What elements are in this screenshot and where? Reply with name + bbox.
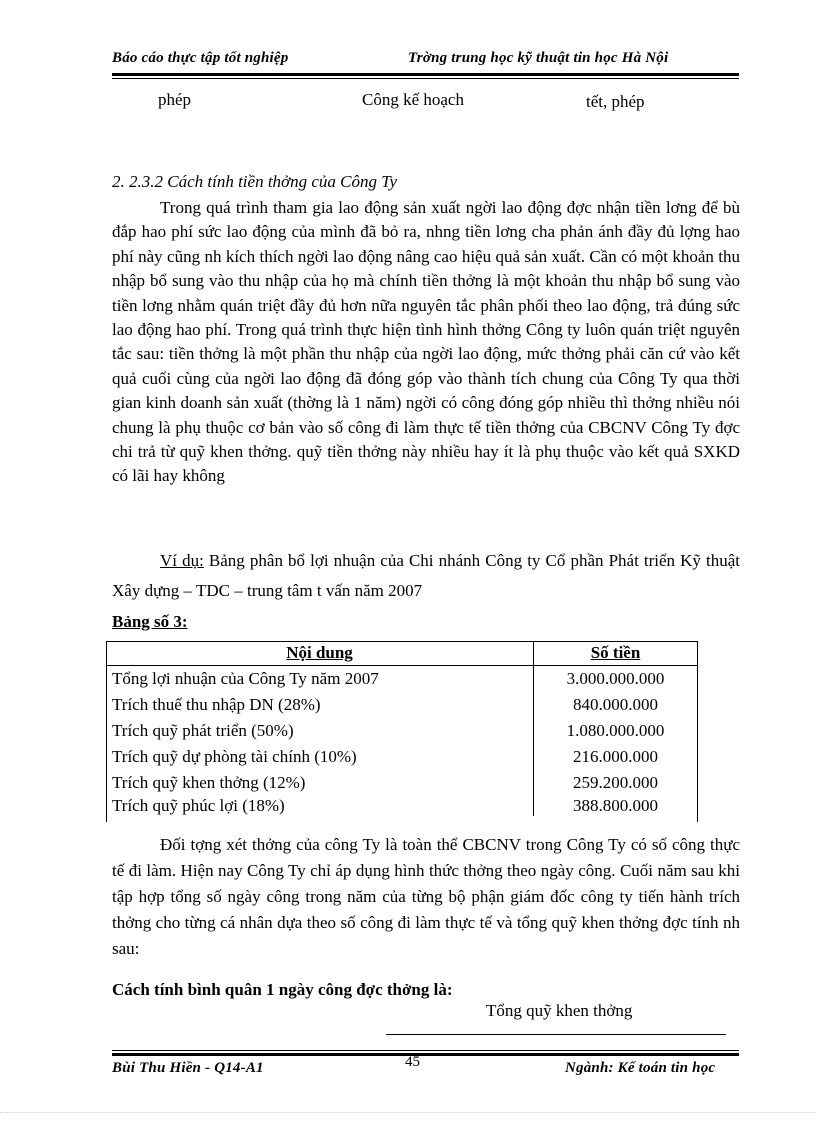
table-row [106, 666, 697, 693]
paragraph-bonus-recipients-text: Đối tợng xét thởng của công Ty là toàn thể CBCNV trong Công Ty có số công thực tế đi làm. Hiện nay Công Ty chỉ áp dụng hình thức thởng theo ngày công. Cuối năm sau khi tập hợp tổng số ngày công trong năm của từng bộ phận giám đốc công ty tiến hành trích thởng cho từng cá nhân dựa theo số công đi làm thực tế và tổng quỹ khen thởng đợc tính nh sau: [112, 835, 740, 958]
table-label: Bảng số 3: [112, 612, 188, 631]
table-cell-item: Trích quỹ phát triển (50%) [106, 718, 534, 744]
header-rule-thin [112, 78, 739, 79]
table-cell-amount: 3.000.000.000 [566, 669, 665, 688]
fragment-col1: phép [158, 90, 192, 109]
example-text: Bảng phân bổ lợi nhuận của Chi nhánh Công ty Cổ phần Phát triển Kỹ thuật Xây dựng – TDC – trung tâm t vấn năm 2007 [112, 551, 740, 600]
example-label: Ví dụ: [160, 551, 204, 570]
page-number: 45 [405, 1054, 420, 1070]
header-rule-thick [112, 73, 739, 76]
table-cell-item: Trích quỹ khen thởng (12%) [106, 770, 534, 796]
table-cell-amount: 216.000.000 [573, 747, 658, 766]
fragment-col3: tết, phép [586, 92, 645, 111]
header-left: Báo cáo thực tập tốt nghiệp [112, 50, 289, 66]
table-cell-item: Trích quỹ phúc lợi (18%) [106, 796, 534, 816]
paragraph-bonus-recipients [112, 832, 740, 962]
table-cell-amount: 840.000.000 [573, 695, 658, 714]
fragment-col2: Công kế hoạch [362, 90, 464, 109]
profit-allocation-table [106, 641, 697, 816]
table-cell-item: Trích quỹ dự phòng tài chính (10%) [106, 744, 534, 770]
table-row [106, 744, 697, 770]
table-header-row [106, 641, 697, 666]
table-cell-item: Trích thuế thu nhập DN (28%) [106, 692, 534, 718]
header-right: Trờng trung học kỹ thuật tin học Hà Nội [408, 50, 669, 66]
table-row [106, 718, 697, 744]
formula-heading: Cách tính bình quân 1 ngày công đợc thởng là: [112, 980, 453, 999]
page-bottom-dotted-edge [0, 1112, 816, 1114]
table-cell-item: Tổng lợi nhuận của Công Ty năm 2007 [106, 666, 534, 693]
footer-rule-thick [112, 1053, 739, 1056]
table-row [106, 770, 697, 796]
table-row [106, 692, 697, 718]
section-heading: 2. 2.3.2 Cách tính tiền thởng của Công Ty [112, 172, 397, 191]
table-row [106, 796, 697, 816]
paragraph-bonus-calculation [112, 196, 740, 489]
fraction-line [386, 1034, 726, 1035]
table-header-content: Nội dung [106, 641, 534, 666]
table-cell-amount: 1.080.000.000 [566, 721, 665, 740]
table-header-amount: Số tiền [534, 641, 698, 666]
paragraph-bonus-calculation-text: Trong quá trình tham gia lao động sản xuất ngời lao động đợc nhận tiền lơng để bù đắp hao phí sức lao động của mình đã bỏ ra, nhng tiền lơng cha phản ánh đầy đủ lợng hao phí này cũng nh kích thích ngời lao động nâng cao hiệu quả sản xuất. Cần có một khoản thu nhập bổ sung vào thu nhập của họ mà chính tiền thởng là một khoản thu nhập bổ sung vào tiền lơng nhằm quán triệt đầy đủ hơn nữa nguyên tắc phân phối theo lao động, trả đúng sức lao động hao phí. Trong quá trình thực hiện tình hình thởng Công ty luôn quán triệt nguyên tắc sau: tiền thởng là một phần thu nhập của ngời lao động, mức thởng phải căn cứ vào kết quả cuối cùng của ngời lao động đã đóng góp vào thành tích chung của Công Ty qua thời gian kinh doanh sản xuất (thờng là 1 năm) ngời có công đóng góp nhiều thì thởng nhiều nói chung là phụ thuộc cơ bản vào số công đi làm thực tế tiền thởng của CBCNV Công Ty đợc chi trả từ quỹ khen thởng. quỹ tiền thởng này nhiều hay ít là phụ thuộc vào kết quả SXKD có lãi hay không [112, 198, 740, 486]
footer-rule-thin [112, 1050, 739, 1051]
table-cell-amount: 388.800.000 [573, 796, 658, 815]
footer-left: Bùi Thu Hiền - Q14-A1 [112, 1060, 264, 1076]
formula-numerator: Tổng quỹ khen thởng [486, 1001, 633, 1020]
table-cell-amount: 259.200.000 [573, 773, 658, 792]
footer-right: Ngành: Kế toán tin học [565, 1060, 716, 1076]
example-paragraph [112, 546, 740, 606]
